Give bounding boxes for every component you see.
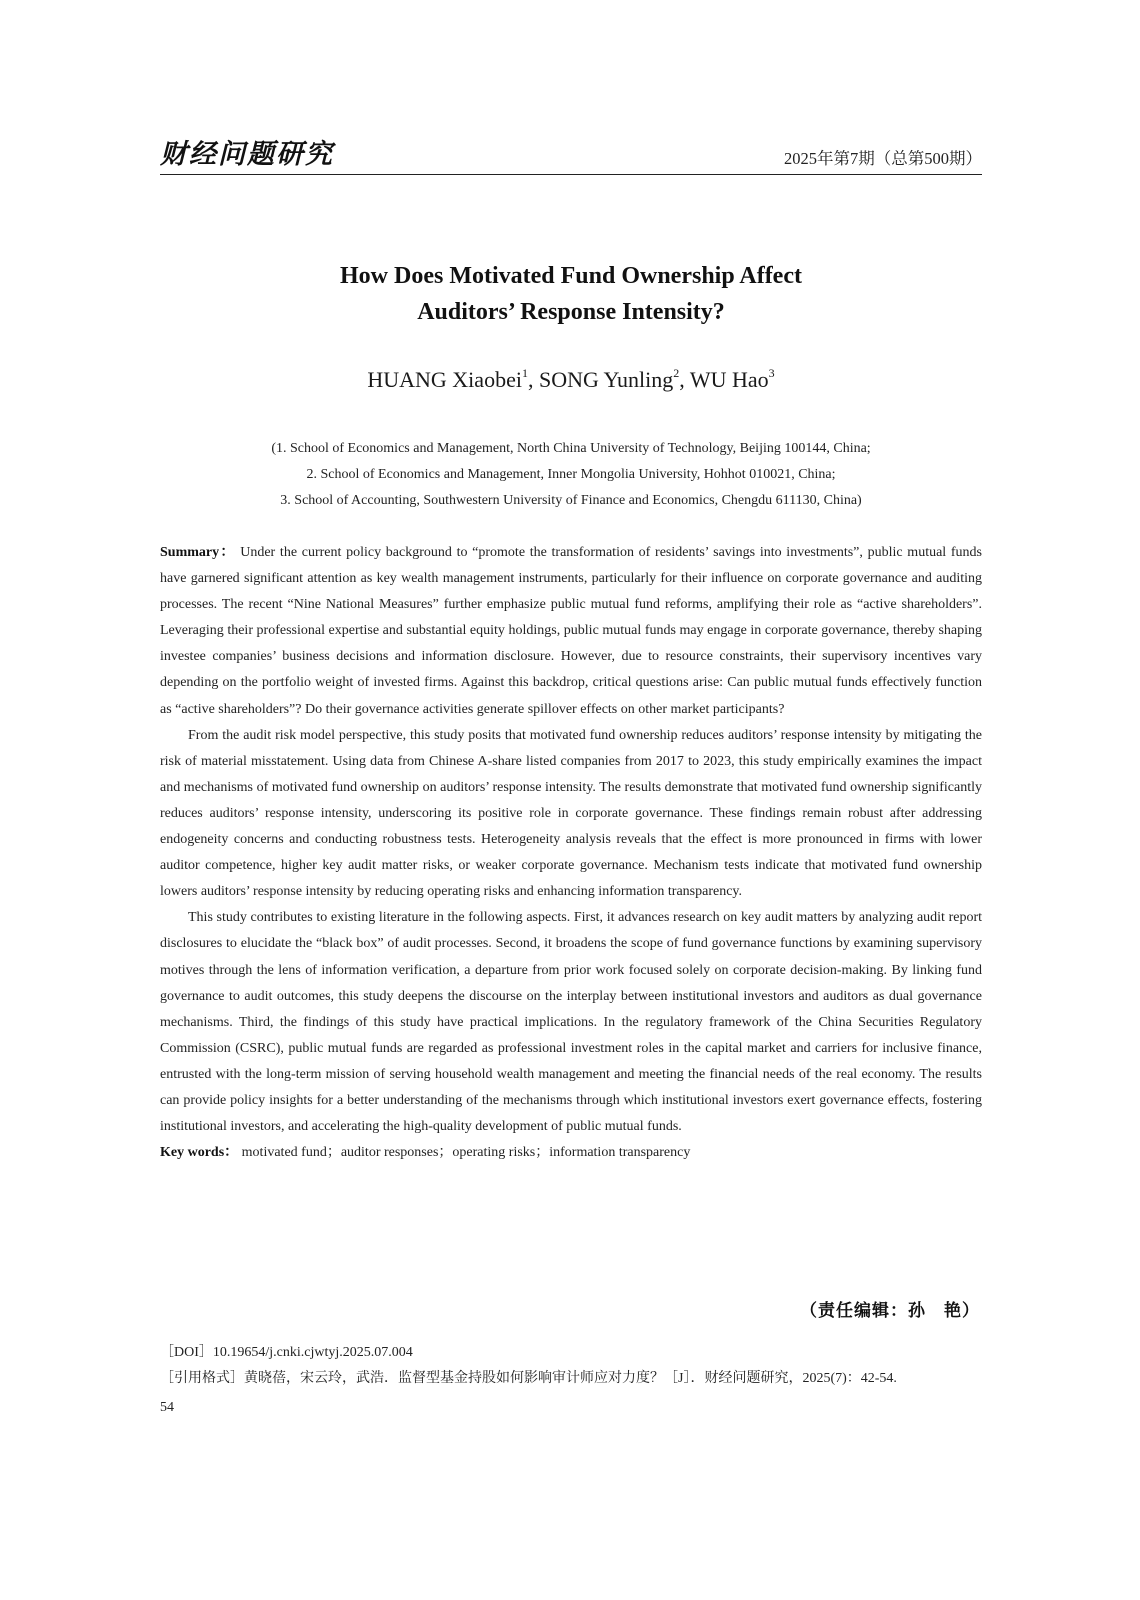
article-meta xyxy=(160,1340,982,1392)
abstract-paragraph-3: This study contributes to existing literature in the following aspects. First, it advances research on key audit matters by analyzing audit report disclosures to elucidate the “black box” of audit processes. Second, it broadens the scope of fund governance functions by examining supervisory motives through the lens of information verification, a departure from prior work focused solely on corporate decision-making. By linking fund governance to audit outcomes, this study deepens the discourse on the interplay between institutional investors and auditors as dual governance mechanisms. Third, the findings of this study have practical implications. In the regulatory framework of the China Securities Regulatory Commission (CSRC), public mutual funds are regarded as professional investment roles in the capital market and carriers for inclusive finance, entrusted with the long-term mission of serving household wealth management and meeting the financial needs of the real economy. The results can provide policy insights for a better understanding of the mechanisms through which institutional investors exert governance effects, fostering institutional investors, and accelerating the high-quality development of public mutual funds. xyxy=(160,910,982,1135)
running-header xyxy=(160,140,982,175)
author-separator: , xyxy=(527,367,539,392)
abstract-paragraph-1 xyxy=(160,540,982,723)
affiliation-3: 3. School of Accounting, Southwestern University of Finance and Economics, Chengdu 611130, China) xyxy=(280,493,862,508)
editor-note: （责任编辑：孙 艳） xyxy=(800,1301,980,1321)
abstract-text-1: Under the current policy background to “promote the transformation of residents’ savings into investments”, public mutual funds have garnered significant attention as key wealth management instruments, particularly for their influence on corporate governance and auditing processes. The recent “Nine National Measures” further emphasize public mutual fund reforms, amplifying their role as “active shareholders”. Leveraging their professional expertise and substantial equity holdings, public mutual funds may engage in corporate governance, thereby shaping investee companies’ business decisions and information disclosure. However, due to resource constraints, their supervisory incentives vary depending on the portfolio weight of invested firms. Against this backdrop, critical questions arise: Can public mutual funds effectively function as “active shareholders”? Do their governance activities generate spillover effects on other market participants? xyxy=(160,545,982,717)
author-affiliation-mark: 2 xyxy=(673,366,680,380)
author-affiliation-mark: 1 xyxy=(521,366,528,380)
keywords-label: Key words： xyxy=(160,1145,239,1161)
title-line-1: How Does Motivated Fund Ownership Affect xyxy=(340,263,802,289)
summary-label: Summary： xyxy=(160,545,236,560)
abstract-paragraph-2: From the audit risk model perspective, this study posits that motivated fund ownership reduces auditors’ response intensity by mitigating the risk of material misstatement. Using data from Chinese A-share listed companies from 2017 to 2023, this study empirically examines the impact and mechanisms of motivated fund ownership on auditors’ response intensity. The results demonstrate that motivated fund ownership significantly reduces auditors’ response intensity, underscoring its positive role in corporate governance. These findings remain robust after addressing endogeneity concerns and conducting robustness tests. Heterogeneity analysis reveals that the effect is more pronounced in firms with lower auditor competence, higher key audit matter risks, or weaker corporate governance. Mechanism tests indicate that motivated fund ownership lowers auditors’ response intensity by reducing operating risks and enhancing information transparency. xyxy=(160,727,982,900)
journal-logo: 财经问题研究 xyxy=(160,139,334,170)
keywords xyxy=(160,1140,982,1166)
title-line-2: Auditors’ Response Intensity? xyxy=(417,299,725,325)
affiliation-2: 2. School of Economics and Management, Inner Mongolia University, Hohhot 010021, China; xyxy=(306,467,836,482)
author-separator: , xyxy=(679,367,690,392)
affiliations xyxy=(160,436,982,514)
keywords-text: motivated fund；auditor responses；operating risks；information transparency xyxy=(241,1145,691,1161)
author-list xyxy=(160,365,982,395)
citation-format: ［引用格式］黄晓蓓，宋云玲，武浩．监督型基金持股如何影响审计师应对力度？［J］．财经问题研究，2025(7)：42-54. xyxy=(160,1371,897,1386)
author-name: WU Hao xyxy=(689,367,769,392)
author-affiliation-mark: 3 xyxy=(768,366,775,380)
author-name: SONG Yunling xyxy=(538,367,674,392)
abstract xyxy=(160,540,982,1166)
page-number: 54 xyxy=(160,1400,174,1415)
affiliation-1: (1. School of Economics and Management, North China University of Technology, Beijing 100144, China; xyxy=(271,441,871,456)
paper-title xyxy=(160,258,982,330)
issue-info: 2025年第7期（总第500期） xyxy=(784,149,982,168)
author-name: HUANG Xiaobei xyxy=(367,367,522,392)
doi: ［DOI］10.19654/j.cnki.cjwtyj.2025.07.004 xyxy=(160,1345,413,1360)
